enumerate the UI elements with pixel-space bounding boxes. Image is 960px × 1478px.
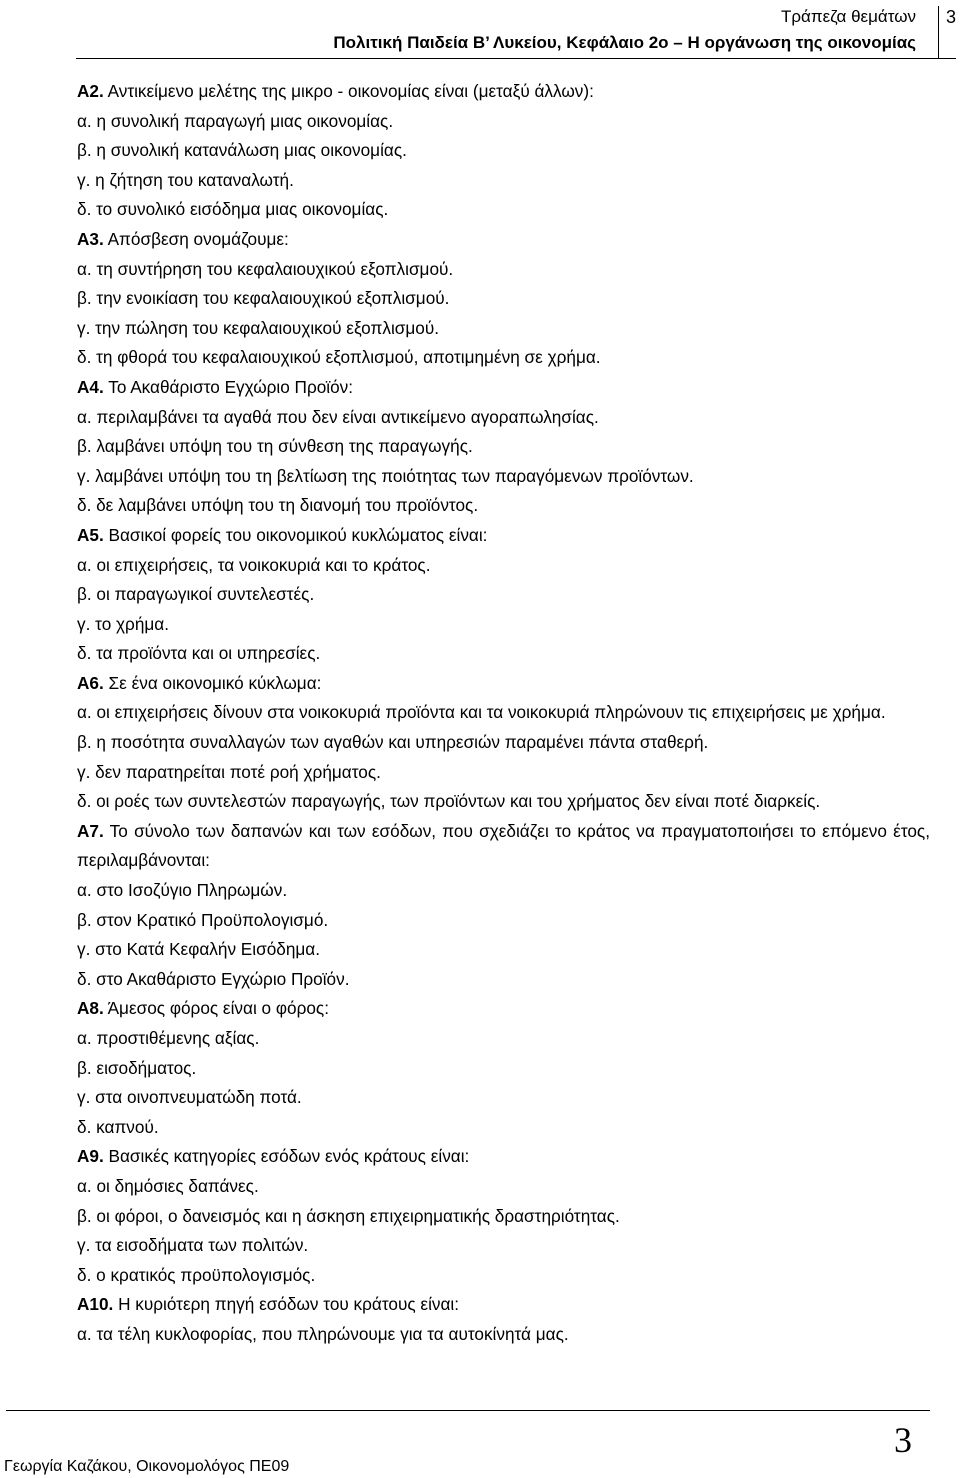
question-number: Α6. <box>77 672 104 693</box>
answer-option: γ. τα εισοδήματα των πολιτών. <box>77 1235 309 1256</box>
answer-option: γ. λαμβάνει υπόψη του τη βελτίωση της ποιότητας των παραγόμενων προϊόντων. <box>77 465 694 486</box>
answer-option: β. την ενοικίαση του κεφαλαιουχικού εξοπλισμού. <box>77 288 450 309</box>
answer-option: α. η συνολική παραγωγή μιας οικονομίας. <box>77 110 394 131</box>
answer-option: α. οι επιχειρήσεις, τα νοικοκυριά και το κράτος. <box>77 554 431 575</box>
question-text: Απόσβεση ονομάζουμε: <box>103 228 289 249</box>
question-block <box>77 994 930 1142</box>
answer-option: α. οι επιχειρήσεις δίνουν στα νοικοκυριά προϊόντα και τα νοικοκυριά πληρώνουν τις επιχειρήσεις με χρήμα. <box>77 702 886 723</box>
answer-option: β. η ποσότητα συναλλαγών των αγαθών και υπηρεσιών παραμένει πάντα σταθερή. <box>77 732 709 753</box>
question-block <box>77 521 930 669</box>
footer-author: Γεωργία Καζάκου, Οικονομολόγος ΠΕ09 <box>4 1458 290 1475</box>
question-number: Α9. <box>77 1146 104 1167</box>
question-stem <box>77 669 930 699</box>
answer-option: δ. καπνού. <box>77 1116 159 1137</box>
answer-option: δ. το συνολικό εισόδημα μιας οικονομίας. <box>77 199 389 220</box>
answer-option: α. οι δημόσιες δαπάνες. <box>77 1175 259 1196</box>
question-text: Αντικείμενο μελέτης της μικρο - οικονομίας είναι (μεταξύ άλλων): <box>103 81 594 101</box>
answer-option: β. η συνολική κατανάλωση μιας οικονομίας. <box>77 140 407 161</box>
question-stem <box>77 817 930 876</box>
question-text: Το Ακαθάριστο Εγχώριο Προϊόν: <box>103 376 354 397</box>
question-number: Α8. <box>77 998 104 1019</box>
answer-option: α. στο Ισοζύγιο Πληρωμών. <box>77 880 288 901</box>
question-number: Α5. <box>77 524 104 545</box>
answer-option: γ. το χρήμα. <box>77 613 169 634</box>
question-number: Α2. <box>77 81 104 101</box>
answer-option: γ. την πώληση του κεφαλαιουχικού εξοπλισμού. <box>77 317 440 338</box>
question-number: Α7. <box>77 820 104 841</box>
question-text: Βασικές κατηγορίες εσόδων ενός κράτους είναι: <box>103 1146 470 1167</box>
answer-option: α. τα τέλη κυκλοφορίας, που πληρώνουμε για τα αυτοκίνητά μας. <box>77 1323 569 1344</box>
question-block <box>77 1290 930 1349</box>
answer-option: δ. τη φθορά του κεφαλαιουχικού εξοπλισμού, αποτιμημένη σε χρήμα. <box>77 347 601 368</box>
answer-option: β. στον Κρατικό Προϋπολογισμό. <box>77 909 329 930</box>
question-block <box>77 669 930 817</box>
answer-option: β. λαμβάνει υπόψη του τη σύνθεση της παραγωγής. <box>77 436 473 457</box>
question-stem <box>77 1290 930 1320</box>
answer-option: β. οι παραγωγικοί συντελεστές. <box>77 584 315 605</box>
question-number: Α10. <box>77 1294 114 1315</box>
answer-option: γ. στο Κατά Κεφαλήν Εισόδημα. <box>77 939 320 960</box>
question-block <box>77 373 930 521</box>
header-subtitle: Πολιτική Παιδεία Β’ Λυκείου, Κεφάλαιο 2ο – Η οργάνωση της οικονομίας <box>333 33 916 52</box>
answer-option: δ. τα προϊόντα και οι υπηρεσίες. <box>77 643 321 664</box>
question-number: Α3. <box>77 228 104 249</box>
footer-rule <box>6 1410 930 1411</box>
question-block <box>77 817 930 995</box>
question-text: Σε ένα οικονομικό κύκλωμα: <box>103 672 322 693</box>
question-stem <box>77 373 930 403</box>
answer-option: δ. ο κρατικός προϋπολογισμός. <box>77 1264 316 1285</box>
question-block <box>77 225 930 373</box>
question-stem <box>77 521 930 551</box>
header-title: Τράπεζα θεμάτων <box>780 7 916 26</box>
header-rule <box>76 58 956 59</box>
answer-option: δ. οι ροές των συντελεστών παραγωγής, των προϊόντων και του χρήματος δεν είναι ποτέ διαρκείς. <box>77 791 821 812</box>
answer-option: α. περιλαμβάνει τα αγαθά που δεν είναι αντικείμενο αγοραπωλησίας. <box>77 406 599 427</box>
question-stem <box>77 225 930 255</box>
header-divider <box>938 6 939 58</box>
question-stem <box>77 994 930 1024</box>
question-text: Το σύνολο των δαπανών και των εσόδων, που σχεδιάζει το κράτος να πραγματοποιήσει το επόμενο έτος, περιλαμβάνονται: <box>77 820 930 871</box>
answer-option: δ. στο Ακαθάριστο Εγχώριο Προϊόν. <box>77 968 350 989</box>
header-page-number: 3 <box>945 7 956 27</box>
page-header <box>0 0 960 60</box>
question-stem <box>77 1142 930 1172</box>
question-block <box>77 77 930 225</box>
answer-option: α. τη συντήρηση του κεφαλαιουχικού εξοπλισμού. <box>77 258 454 279</box>
answer-option: γ. δεν παρατηρείται ποτέ ροή χρήματος. <box>77 761 381 782</box>
question-stem <box>77 77 930 107</box>
question-number: Α4. <box>77 376 104 397</box>
answer-option: β. οι φόροι, ο δανεισμός και η άσκηση επιχειρηματικής δραστηριότητας. <box>77 1205 620 1226</box>
answer-option: γ. η ζήτηση του καταναλωτή. <box>77 169 294 190</box>
answer-option: γ. στα οινοπνευματώδη ποτά. <box>77 1087 302 1108</box>
question-block <box>77 1142 930 1290</box>
question-text: Άμεσος φόρος είναι ο φόρος: <box>103 998 329 1019</box>
question-text: Η κυριότερη πηγή εσόδων του κράτους είναι: <box>113 1294 460 1315</box>
answer-option: δ. δε λαμβάνει υπόψη του τη διανομή του προϊόντος. <box>77 495 479 516</box>
answer-option: α. προστιθέμενης αξίας. <box>77 1028 260 1048</box>
question-list <box>77 77 930 1350</box>
answer-option: β. εισοδήματος. <box>77 1057 197 1078</box>
question-text: Βασικοί φορείς του οικονομικού κυκλώματος είναι: <box>103 524 488 545</box>
footer-page-number: 3 <box>894 1420 912 1460</box>
